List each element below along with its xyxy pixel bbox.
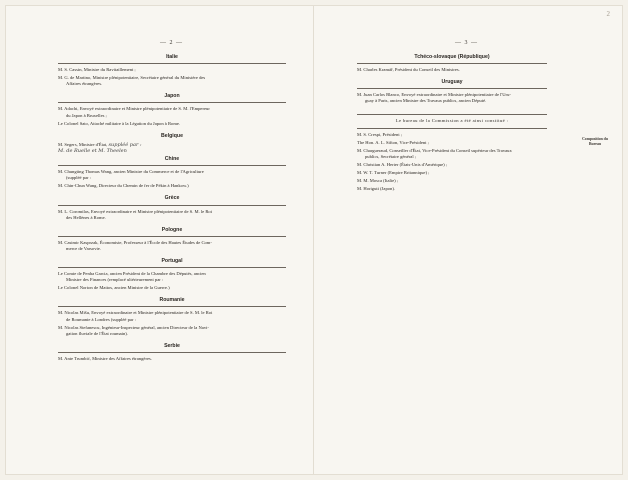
corner-page-mark: 2 (606, 10, 610, 18)
bureau-member (357, 186, 547, 192)
delegate-entry (58, 325, 286, 337)
entry-text: M. Nicolas Mišu, Envoyé extraordinaire et Ministre plénipotentiaire de S. M. le Roi (58, 310, 213, 316)
country-heading: Grèce (164, 195, 180, 202)
delegate-entry (58, 310, 286, 322)
divider (58, 165, 286, 166)
left-page-column (58, 54, 286, 368)
page-number-right: — 3 — (455, 40, 478, 46)
section-grece (58, 195, 286, 220)
entry-text: M. Horiguti (Japon). (357, 186, 396, 192)
entry-text: M. Chungting Thomas Wang, ancien Ministre du Commerce et de l'Agriculture (58, 169, 204, 175)
country-heading: Chine (164, 156, 180, 163)
country-heading: Portugal (161, 257, 183, 264)
section-japon (58, 93, 286, 126)
delegate-entry (58, 75, 286, 87)
section-tchecoslovaquie (357, 54, 547, 73)
section-portugal (58, 258, 286, 291)
entry-continuation: publics, Secrétaire général ; (365, 153, 417, 159)
entry-text: M. S. Cassin, Ministre du Ravitaillement ; (58, 67, 136, 73)
bureau-member (357, 132, 547, 138)
country-heading: Belgique (161, 132, 183, 139)
delegate-entry (58, 240, 286, 252)
entry-text: M. Chin-Chun Wang, Directeur du Chemin de fer de Pékin à Hankow.) (58, 183, 189, 189)
right-page-column (357, 54, 547, 198)
entry-text: The Hon. A. L. Sifton, Vice-Président ; (357, 139, 429, 145)
entry-text: M. W. T. Turner (Empire Britannique) ; (357, 170, 430, 176)
country-heading: Japon (164, 93, 180, 100)
delegate-entry (357, 67, 547, 73)
section-bureau (357, 114, 547, 192)
bureau-member (357, 148, 547, 160)
country-heading: Italie (166, 54, 178, 60)
entry-text: M. L. Coromilas, Envoyé extraordinaire et Ministre plénipotentiaire de S. M. le Roi (58, 208, 212, 214)
divider (357, 114, 547, 115)
entry-text: M. Segers, Ministre d'État, (58, 141, 108, 147)
entry-continuation: du Japon à Bruxelles ; (66, 112, 107, 118)
section-serbie (58, 343, 286, 362)
entry-text: Le Comte de Penha Garcia, ancien Président de la Chambre des Députés, ancien (58, 271, 206, 277)
margin-note: Composition du Bureau (582, 137, 608, 146)
delegate-entry (58, 121, 286, 127)
bureau-member (357, 140, 547, 146)
divider (357, 88, 547, 89)
section-uruguay (357, 79, 547, 104)
delegate-entry (357, 92, 547, 104)
country-heading: Uruguay (441, 79, 463, 86)
country-heading: Serbie (164, 342, 180, 349)
delegate-entry (58, 356, 286, 362)
section-chine (58, 156, 286, 189)
section-italie (58, 54, 286, 87)
entry-continuation: Affaires étrangères. (66, 81, 103, 87)
delegate-entry (58, 142, 286, 154)
bureau-member (357, 178, 547, 184)
entry-text: M. Juan Carlos Blanco, Envoyé extraordinaire et Ministre plénipotentiaire de l'Uru- (357, 92, 511, 98)
handwritten-annotation: suppléé par : (108, 141, 142, 148)
delegate-entry (58, 271, 286, 283)
page-fold (313, 6, 314, 474)
entry-text: M. Christian A. Herter (États-Unis d'Amérique) ; (357, 161, 448, 167)
delegate-entry (58, 67, 286, 73)
divider (58, 352, 286, 353)
entry-text: M. S. Crespi, Président ; (357, 131, 403, 137)
section-roumanie (58, 297, 286, 336)
page-number-left: — 2 — (160, 40, 183, 46)
entry-text: M. Nicolas Stefanescu, Ingénieur-Inspecteur général, ancien Directeur de la Navi- (58, 324, 209, 330)
delegate-entry (58, 285, 286, 291)
delegate-entry (58, 169, 286, 181)
divider (58, 306, 286, 307)
divider (357, 128, 547, 129)
entry-text: M. Casimir Kasprzak, Économiste, Professeur à l'École des Hautes Études de Com- (58, 239, 212, 245)
delegate-entry (58, 183, 286, 189)
handwritten-annotation: M. de Ruelle et M. Theelen (58, 147, 127, 154)
entry-text: Le Colonel Sato, Attaché militaire à la Légation du Japon à Rome. (58, 120, 181, 126)
divider (58, 63, 286, 64)
section-pologne (58, 227, 286, 252)
entry-text: M. G. de Martino, Ministre plénipotentiaire, Secrétaire général du Ministère des (58, 75, 206, 81)
entry-continuation: de Roumanie à Londres (suppléé par : (66, 316, 136, 322)
divider (58, 205, 286, 206)
entry-text: M. Ante Trumbić, Ministre des Affaires étrangères. (58, 355, 152, 361)
entry-continuation: merce de Varsovie. (66, 245, 101, 251)
divider (58, 102, 286, 103)
bureau-heading: Le bureau de la Commission a été ainsi constitué : (395, 118, 509, 124)
entry-text: M. Adachi, Envoyé extraordinaire et Ministre plénipotentiaire de S. M. l'Empereur (58, 106, 210, 112)
entry-continuation: gation fluviale de l'État roumain). (66, 330, 128, 336)
entry-continuation: Ministre des Finances (remplacé ultérieurement par : (66, 277, 164, 283)
country-heading: Roumanie (159, 297, 185, 304)
country-heading: Pologne (161, 226, 183, 233)
entry-continuation: guay à Paris, ancien Ministre des Travaux publics, ancien Député. (365, 98, 487, 104)
country-heading: Tchéco-slovaque (République) (414, 54, 490, 60)
entry-text: M. Chargueraud, Conseiller d'État, Vice-Président du Conseil supérieur des Travaux (357, 147, 512, 153)
entry-text: M. M. Mosca (Italie) ; (357, 178, 399, 184)
entry-continuation: des Hellènes à Rome. (66, 214, 106, 220)
divider (357, 63, 547, 64)
entry-continuation: (suppléé par : (66, 175, 92, 181)
section-belgique (58, 133, 286, 154)
delegate-entry (58, 106, 286, 118)
entry-text: Le Colonel Norton de Mattos, ancien Ministre de la Guerre.) (58, 285, 170, 291)
bureau-member (357, 162, 547, 168)
divider (58, 236, 286, 237)
delegate-entry (58, 209, 286, 221)
entry-text: M. Charles Kramář, Président du Conseil des Ministres. (357, 67, 460, 73)
divider (58, 267, 286, 268)
bureau-member (357, 170, 547, 176)
